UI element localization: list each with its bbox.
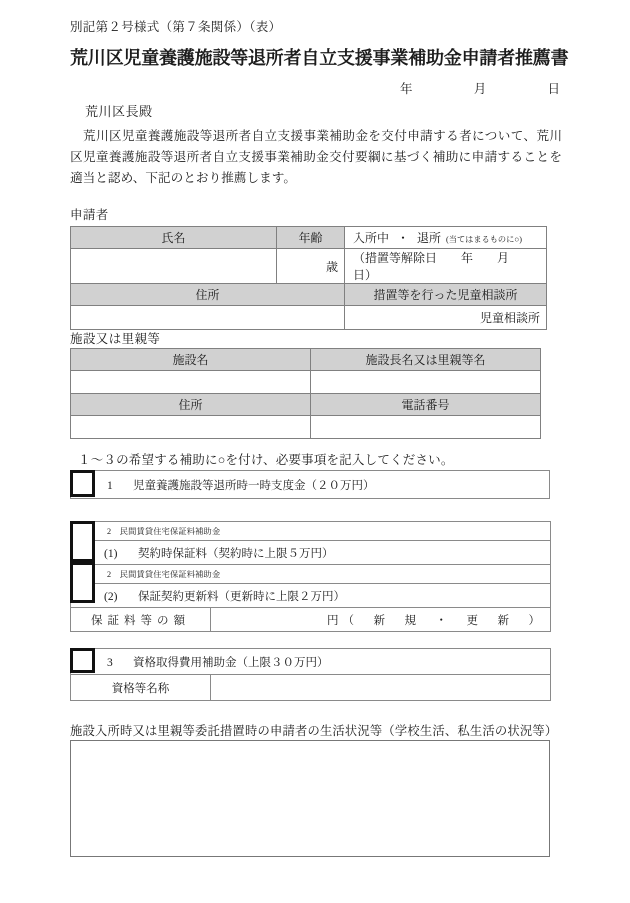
subsidy-instruction: １～３の希望する補助に○を付け、必要事項を記入してください。	[78, 453, 454, 467]
table-row	[71, 608, 551, 632]
option2-item2-row[interactable]	[71, 584, 551, 608]
facility-director-value[interactable]	[311, 371, 541, 394]
option2-item2-label: 保証契約更新料（更新時に上限２万円）	[138, 590, 345, 603]
option2-sub-heading-1-cell	[71, 522, 551, 541]
table-row	[71, 649, 551, 675]
option2-item1-checkbox[interactable]	[70, 521, 95, 562]
status-note: (当てはまるものに○)	[446, 235, 522, 244]
applicant-age-header: 年齢	[277, 227, 345, 249]
situation-textarea[interactable]	[70, 740, 550, 857]
option3-qualification-label: 資格等名称	[71, 675, 211, 701]
applicant-section-label: 申請者	[70, 208, 109, 222]
date-day-label: 日	[547, 82, 560, 96]
applicant-release-date[interactable]: （措置等解除日 年 月 日）	[345, 249, 547, 284]
table-row	[71, 565, 551, 584]
table-row	[71, 471, 550, 499]
option2-amount-suffix: 円（ 新 規 ・ 更 新 ）	[327, 614, 544, 627]
body-paragraph: 荒川区児童養護施設等退所者自立支援事業補助金を交付申請する者について、荒川区児童養護施設等退所者自立支援事業補助金交付要綱に基づく補助に申請することを適当と認め、下記のとおり推薦します。	[70, 129, 562, 185]
applicant-age-value[interactable]	[277, 249, 345, 284]
table-row	[71, 675, 551, 701]
applicant-consult-header: 措置等を行った児童相談所	[345, 284, 547, 306]
facility-section-label: 施設又は里親等	[70, 332, 161, 346]
option3-label: 資格取得費用補助金（上限３０万円）	[133, 656, 329, 669]
applicant-table	[70, 226, 547, 330]
facility-name-value[interactable]	[71, 371, 311, 394]
table-row	[71, 227, 547, 249]
option3-row[interactable]	[71, 649, 551, 675]
option2-sub-heading-2: 2 民間賃貸住宅保証料補助金	[107, 569, 221, 579]
consult-suffix-label: 児童相談所	[479, 311, 540, 325]
table-row	[71, 284, 547, 306]
applicant-consult-value[interactable]	[345, 306, 547, 330]
option2-item2-checkbox[interactable]	[70, 562, 95, 603]
status-in-label: 入所中	[353, 231, 390, 245]
option2-item1-row[interactable]	[71, 541, 551, 565]
form-number: 別記第２号様式（第７条関係）（表）	[70, 20, 282, 34]
facility-address-value[interactable]	[71, 416, 311, 439]
option2-sub-heading-2-cell	[71, 565, 551, 584]
table-row	[71, 306, 547, 330]
option1-checkbox[interactable]	[70, 470, 95, 497]
facility-phone-header: 電話番号	[311, 394, 541, 416]
page-title: 荒川区児童養護施設等退所者自立支援事業補助金申請者推薦書	[70, 48, 569, 68]
facility-name-header: 施設名	[71, 349, 311, 371]
age-unit-label: 歳	[325, 259, 338, 274]
facility-table	[70, 348, 541, 439]
option1-label: 児童養護施設等退所時一時支度金（２０万円）	[133, 479, 375, 492]
addressee: 荒川区長殿	[85, 104, 153, 119]
option2-amount-label: 保証料等の額	[71, 608, 211, 632]
applicant-name-value[interactable]	[71, 249, 277, 284]
table-row	[71, 522, 551, 541]
date-month-label: 月	[473, 82, 487, 96]
option3-table	[70, 648, 551, 701]
applicant-address-value[interactable]	[71, 306, 345, 330]
situation-label: 施設入所時又は里親等委託措置時の申請者の生活状況等（学校生活、私生活の状況等）	[70, 724, 558, 738]
table-row	[71, 394, 541, 416]
table-row	[71, 416, 541, 439]
option2-item1-label: 契約時保証料（契約時に上限５万円）	[138, 547, 334, 560]
status-separator: ・	[397, 231, 410, 245]
applicant-status-header	[345, 227, 547, 249]
option2-amount-value[interactable]	[211, 608, 551, 632]
option1-number: 1	[107, 479, 113, 492]
table-row	[71, 584, 551, 608]
option1-table	[70, 470, 550, 499]
date-year-label: 年	[400, 82, 413, 96]
status-out-label: 退所	[417, 231, 442, 245]
option1-row[interactable]	[71, 471, 550, 499]
option3-number: 3	[107, 656, 113, 669]
option2-item2-number: (2)	[104, 590, 118, 603]
applicant-address-header: 住所	[71, 284, 345, 306]
date-line	[400, 79, 560, 97]
option2-item1-number: (1)	[104, 547, 118, 560]
facility-phone-value[interactable]	[311, 416, 541, 439]
applicant-name-header: 氏名	[71, 227, 277, 249]
option2-table	[70, 521, 551, 632]
facility-address-header: 住所	[71, 394, 311, 416]
table-row	[71, 349, 541, 371]
option2-sub-heading-1: 2 民間賃貸住宅保証料補助金	[107, 526, 221, 536]
facility-director-header: 施設長名又は里親等名	[311, 349, 541, 371]
table-row	[71, 541, 551, 565]
option3-checkbox[interactable]	[70, 648, 95, 673]
table-row	[71, 371, 541, 394]
table-row	[71, 249, 547, 284]
option3-qualification-value[interactable]	[211, 675, 551, 701]
